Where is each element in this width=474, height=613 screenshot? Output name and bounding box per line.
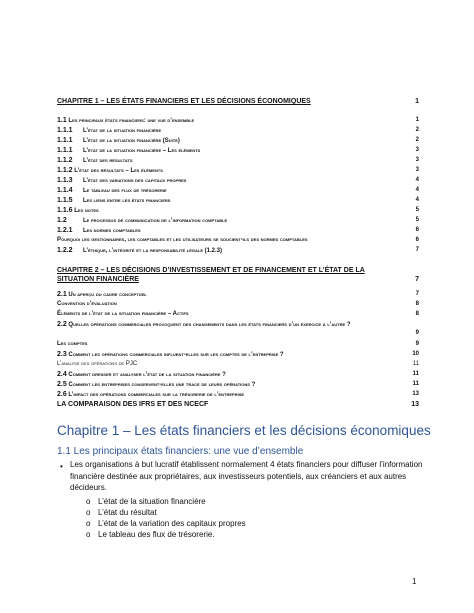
toc-entry-page: 7 <box>415 247 419 253</box>
toc-entry[interactable]: L’analyse des opérations de PJC 11 <box>57 361 419 367</box>
toc-entry-page: 13 <box>411 401 419 408</box>
toc-entry[interactable]: 1.2 Le processus de communication de l’information comptable 5 <box>57 217 419 224</box>
list-item: o L’état de la situation financière <box>86 497 206 506</box>
toc-entry[interactable]: Les comptes 9 <box>57 341 419 347</box>
toc-entry-page: 7 <box>415 291 419 297</box>
toc-entry-page: 5 <box>415 207 419 213</box>
toc-entry[interactable]: Pourquoi les gestionnaires, les comptables et les utilisateurs se soucient-ils des normes comptables 6 <box>57 237 419 243</box>
toc-entry[interactable]: 2.5 Comment les entreprises conservent-elles une trace de leurs opérations ? 11 <box>57 381 419 388</box>
list-item: o L’état de la variation des capitaux propres <box>86 519 246 528</box>
toc-entry-page: 8 <box>415 311 419 317</box>
toc-entry[interactable]: Éléments de l’état de la situation financière – Actifs 8 <box>57 311 419 317</box>
bullet-marker: • <box>60 462 63 471</box>
toc-entry-page: 4 <box>415 197 419 203</box>
toc-entry-page: 5 <box>415 217 419 223</box>
toc-entry[interactable]: 1.1.4 Le tableau des flux de trésorerie 4 <box>57 187 419 194</box>
toc-entry-page: 6 <box>415 237 419 243</box>
toc-entry-page: 2 <box>415 127 419 133</box>
page-number: 1 <box>412 577 417 586</box>
toc-entry-page: 11 <box>412 361 419 367</box>
toc-entry-page: 9 <box>415 341 419 347</box>
toc-entry[interactable]: 1.1 Les principaux états financiers: une vue d’ensemble 1 <box>57 117 419 124</box>
toc-entry[interactable]: 1.1.2 L’état des résultats 3 <box>57 157 419 164</box>
toc-entry-page: 4 <box>415 177 419 183</box>
toc-entry[interactable]: 1.2.1 Les normes comptables 6 <box>57 227 419 234</box>
toc-entry[interactable]: 1.1.1 L’état de la situation financière 2 <box>57 127 419 134</box>
toc-entry[interactable]: 2.4 Comment dresser et analyser l’état de la situation financière ? 11 <box>57 371 419 378</box>
toc-chapter-2-link[interactable] <box>57 266 419 284</box>
toc-chapter-1-link[interactable] <box>57 97 419 106</box>
toc-entry[interactable]: 2.3 Comment les opérations commerciales influent-elles sur les comptes de l’entreprise ? 10 <box>57 351 419 358</box>
toc-entry-page: 6 <box>415 227 419 233</box>
list-item: o Le tableau des flux de trésorerie. <box>86 530 215 539</box>
toc-entry[interactable]: 1.1.2 L’état des résultats – Les éléments 3 <box>57 167 419 174</box>
toc-entry-page: 11 <box>412 371 419 377</box>
list-item: o L’état du résultat <box>86 508 157 517</box>
toc-entry[interactable]: 2.1 Un aperçu du cadre conceptuel 7 <box>57 291 419 298</box>
toc-entry-page: 11 <box>412 381 419 387</box>
toc-entry[interactable]: Convention d’évaluation 8 <box>57 301 419 307</box>
toc-entry[interactable]: 2.6 L’impact des opérations commerciales sur la trésorerie de l’entreprise 13 <box>57 391 419 398</box>
toc-entry-page: 3 <box>415 147 419 153</box>
toc-entry-page: 3 <box>415 167 419 173</box>
toc-entry-page: 4 <box>415 187 419 193</box>
toc-entry-page: 10 <box>412 351 419 357</box>
toc-entry[interactable]: 1.1.3 L’état des variations des capitaux propres 4 <box>57 177 419 184</box>
chapter-heading: Chapitre 1 – Les états financiers et les décisions économiques <box>57 423 431 438</box>
toc-chapter-1-title: CHAPITRE 1 – LES ÉTATS FINANCIERS ET LES DÉCISIONS ÉCONOMIQUES <box>57 98 311 105</box>
toc-entry-page: 8 <box>415 301 419 307</box>
toc-entry-page: 13 <box>412 391 419 397</box>
toc-chapter-2-page: 7 <box>415 276 419 283</box>
toc-entry[interactable]: 1.1.1 L’état de la situation financière – Les éléments 3 <box>57 147 419 154</box>
section-heading: 1.1 Les principaux états financiers: une vue d’ensemble <box>57 446 304 457</box>
toc-entry-page: 1 <box>415 117 419 123</box>
toc-entry[interactable]: 1.1.5 Les liens entre les états financiers 4 <box>57 197 419 204</box>
toc-entry[interactable]: 2.2 Quelles opérations commerciales provoquent des changements dans les états financiers d’un exercice à l’autre ? 9 <box>57 321 419 336</box>
toc-entry[interactable]: 1.1.1 L’état de la situation financière (Suite) 2 <box>57 137 419 144</box>
toc-entry[interactable]: 1.2.2 L’éthique, l’intégrité et la responsabilité légale (1.2.3) 7 <box>57 247 419 254</box>
toc-entry-page: 3 <box>415 157 419 163</box>
toc-chapter-2-title: CHAPITRE 2 – LES DÉCISIONS D’INVESTISSEMENT ET DE FINANCEMENT ET L’ÉTAT DE LA SITUATION FINANCIÈRE <box>57 267 365 283</box>
toc-entry[interactable]: LA COMPARAISON DES IFRS ET DES NCECF 13 <box>57 401 419 408</box>
body-paragraph: Les organisations à but lucratif établissent normalement 4 états financiers pour diffuser l’information financière destinée aux propriétaires, aux investisseurs potentiels, aux créanciers et aux autres décideurs. <box>70 460 423 492</box>
toc-entry[interactable]: 1.1.6 Les notes 5 <box>57 207 419 214</box>
toc-chapter-1-page: 1 <box>415 98 419 105</box>
toc-entry-page: 9 <box>415 330 419 336</box>
toc-entry-page: 2 <box>415 137 419 143</box>
